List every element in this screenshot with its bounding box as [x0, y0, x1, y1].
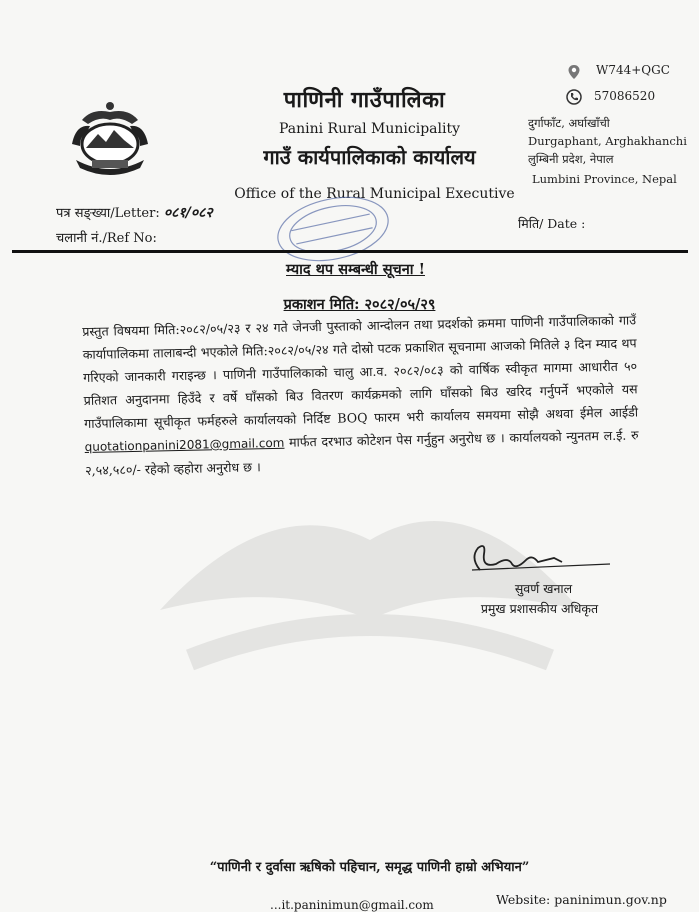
address-nepali: दुर्गाफाँट, अर्घाखाँची — [528, 116, 610, 130]
office-title-nepali: गाउँ कार्यपालिकाको कार्यालय — [263, 145, 476, 169]
phone-icon — [566, 89, 582, 105]
ref-number-label: चलानी नं./Ref No: — [56, 231, 157, 246]
footer-slogan: “पाणिनी र दुर्वासा ऋषिको पहिचान, समृद्ध पाणिनी हाम्रो अभियान” — [209, 860, 530, 875]
municipality-title-nepali: पाणिनी गाउँपालिका — [283, 87, 446, 113]
letter-number-label: पत्र सङ्ख्या/Letter: — [56, 206, 160, 221]
notice-body — [82, 308, 639, 482]
header-divider — [12, 250, 688, 253]
signatory-title: प्रमुख प्रशासकीय अधिकृत — [480, 601, 599, 616]
office-stamp — [272, 194, 394, 264]
date-label: मिति/ Date : — [518, 216, 586, 231]
letter-number-value: ०८१/०८२ — [163, 205, 213, 221]
notice-body-part2: मार्फत दरभाउ कोटेशन पेस गर्नुहुन अनुरोध छ । कार्यालयको न्युनतम ल.ई. रु २,५४,५८०/- रहेको व्हहोरा अनुरोध छ । — [84, 427, 639, 478]
notice-subject: म्याद थप सम्बन्धी सूचना ! — [286, 261, 425, 278]
address-english: Durgaphant, Arghakhanchi — [528, 134, 687, 148]
location-pin-icon — [567, 64, 581, 80]
notice-body-part1: प्रस्तुत विषयमा मिति:२०८२/०५/२३ र २४ गते जेनजी पुस्ताको आन्दोलन तथा प्रदर्शको क्रममा पाणिनी गाउँपालिकाको गाउँ कार्यापालिकमा तालाबन्दी भएकोले मिति:२०८२/०५/२४ गते दोस्रो पटक प्रकाशित सूचनामा आजको मितिले ३ दिन म्याद थप गरिएको जानकारी गराइन्छ । पाणिनी गाउँपालिकाको चालु आ.व. २०८२/०८३ को वार्षिक स्वीकृत मागमा आधारीत ५० प्रतिशत अनुदानमा हिउँदे र वर्षे घाँसको बिउ वितरण कार्यक्रमको लागि घाँसको बिउ खरिद गर्नुपर्ने भएकोले यस गाउँपालिकामा सूचीकृत फर्महरुले कार्यालयको निर्दिष्ट BOQ फारम भरी कार्यालय समयमा सोझै अथवा ईमेल आईडी — [82, 312, 639, 431]
footer-website: Website: paninimun.gov.np — [496, 892, 667, 907]
municipality-title-english: Panini Rural Municipality — [278, 121, 461, 137]
footer-email: ...it.paninimun@gmail.com — [270, 898, 434, 912]
office-title-english: Office of the Rural Municipal Executive — [234, 186, 515, 202]
province-nepali: लुम्बिनी प्रदेश, नेपाल — [528, 152, 614, 166]
quotation-email: quotationpanini2081@gmail.com — [84, 435, 285, 454]
phone-number: 57086520 — [594, 89, 656, 103]
province-english: Lumbini Province, Nepal — [532, 172, 677, 186]
plus-code: W744+QGC — [596, 63, 670, 77]
handwritten-signature — [462, 540, 612, 582]
letter-number-row — [56, 203, 213, 222]
publication-date: प्रकाशन मिति: २०८२/०५/२९ — [283, 296, 436, 313]
signatory-name: सुवर्ण खनाल — [514, 581, 573, 596]
